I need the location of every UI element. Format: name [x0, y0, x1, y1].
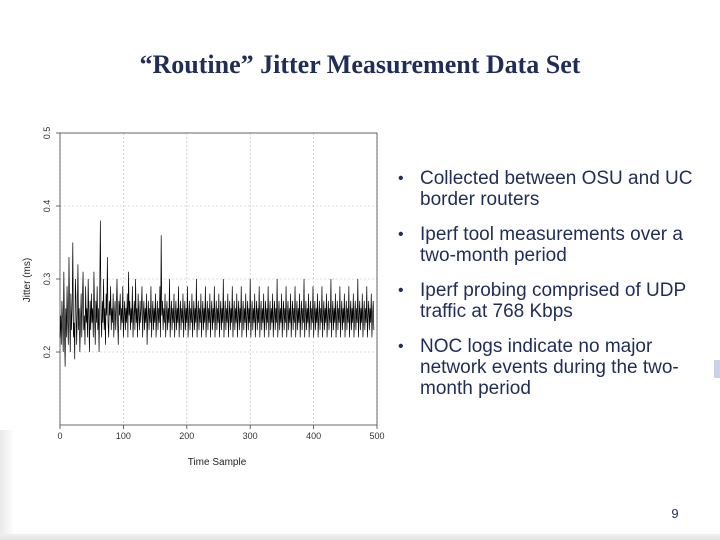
bullet-text: Iperf tool measurements over a two-month period	[420, 224, 683, 266]
page-number: 9	[671, 506, 679, 521]
bullet-text: NOC logs indicate no major network events during the two-month period	[420, 336, 679, 399]
jitter-chart	[22, 125, 385, 475]
bullet-item: • Collected between OSU and UC border routers	[398, 168, 693, 210]
y-tick-label: 0.4	[42, 199, 52, 213]
y-axis-label: Jitter (ms)	[22, 257, 33, 303]
bullet-item: • NOC logs indicate no major network events during the two-month period	[398, 336, 679, 399]
slide-title: “Routine” Jitter Measurement Data Set	[139, 50, 581, 79]
footer-bar	[0, 534, 720, 540]
x-tick-label: 500	[369, 431, 385, 441]
chart-series	[60, 221, 374, 367]
decorative-edge	[0, 430, 14, 540]
bullet-item: • Iperf tool measurements over a two-month period	[398, 224, 683, 266]
x-tick-label: 400	[306, 431, 322, 441]
x-axis-label: Time Sample	[187, 457, 247, 468]
jitter-series-line	[60, 221, 374, 367]
bullet-item: • Iperf probing comprised of UDP traffic at 768 Kbps	[398, 280, 686, 322]
x-tick-label: 0	[57, 431, 63, 441]
x-tick-label: 100	[115, 431, 131, 441]
y-tick-label: 0.2	[42, 345, 52, 359]
jitter-chart-svg	[22, 125, 385, 475]
y-tick-label: 0.3	[42, 272, 52, 286]
decorative-mark	[714, 360, 720, 378]
bullet-list	[398, 168, 703, 413]
chart-axes	[42, 127, 385, 441]
bullet-text: Collected between OSU and UC border routers	[420, 168, 693, 210]
y-tick-label: 0.5	[42, 126, 52, 140]
x-tick-label: 300	[242, 431, 258, 441]
bullet-text: Iperf probing comprised of UDP traffic at 768 Kbps	[420, 280, 686, 322]
x-tick-label: 200	[179, 431, 195, 441]
